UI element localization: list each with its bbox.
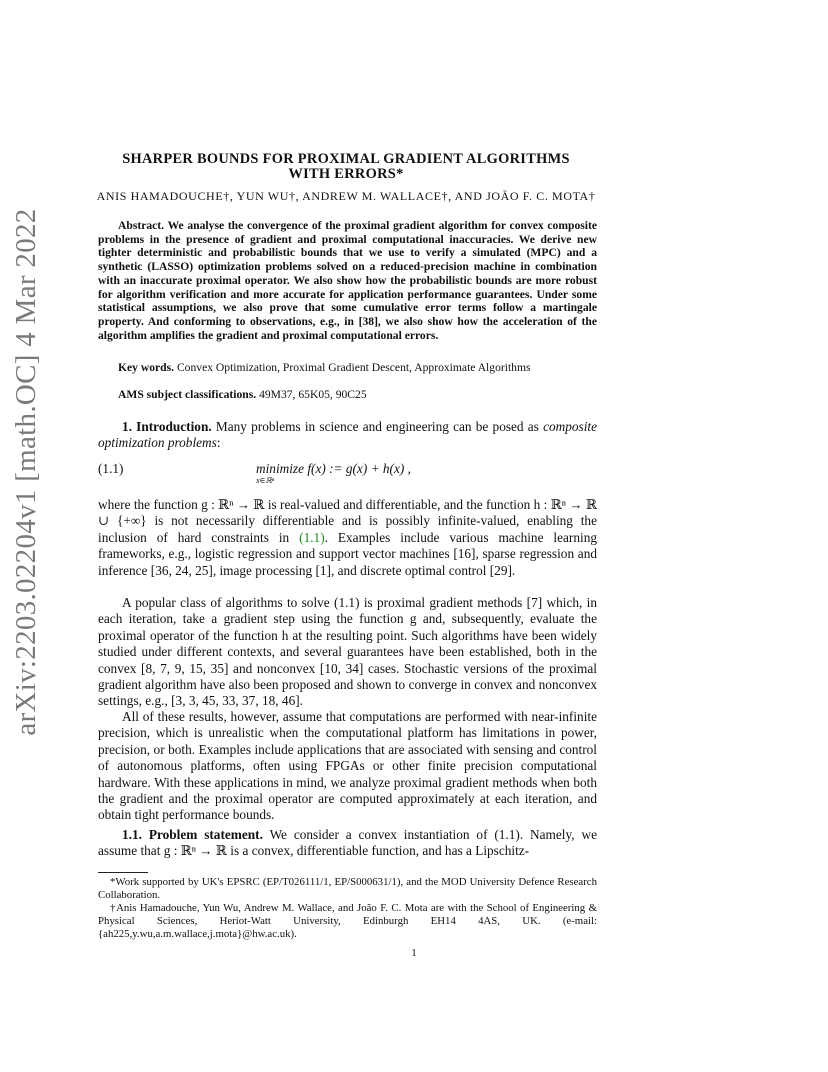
abstract <box>98 219 597 342</box>
paragraph-function-definition <box>98 497 597 579</box>
p2-text-a: where the function g : ℝⁿ → ℝ is real-valued and differentiable, and the function h : ℝⁿ → ℝ ∪ {+∞} is not necessarily differentiable and is possibly infinite-valued, enabling the inclusion of hard constraints in <box>98 497 597 545</box>
intro-italic: composite optimization problems <box>98 419 597 451</box>
keywords-label: Key words. <box>118 361 175 374</box>
intro-text: Many problems in science and engineering can be posed as <box>215 419 539 434</box>
arxiv-identifier: arXiv:2203.02204v1 [math.OC] 4 Mar 2022 <box>10 208 42 736</box>
equation-subscript: x∈ℝⁿ <box>256 476 275 485</box>
author-list: ANIS HAMADOUCHE†, YUN WU†, ANDREW M. WALLACE†, AND JOÃO F. C. MOTA† <box>96 189 596 203</box>
footnote-affiliations: †Anis Hamadouche, Yun Wu, Andrew M. Wallace, and João F. C. Mota are with the School of Engineering & Physical Sciences, Heriot-Watt University, Edinburgh EH14 4AS, UK. (e-mail: {ah225,y.wu,a.m.wallace,j.mota}@hw.ac.uk). <box>98 902 597 940</box>
paragraph-problem-statement <box>98 827 597 860</box>
subsection-heading-problem-statement: 1.1. Problem statement. <box>122 827 263 842</box>
p3-text: A popular class of algorithms to solve (1.1) is proximal gradient methods [7] which, in each iteration, take a gradient step using the function g and, subsequently, evaluate the proximal operator of the function h at the resulting point. Such algorithms have been widely studied under different contexts, and several guarantees have been established, both in the convex [8, 7, 9, 15, 35] and nonconvex [10, 34] cases. Stochastic versions of the proximal gradient algorithm have also been proposed and shown to converge in convex and nonconvex settings, e.g., [3, 3, 45, 33, 37, 18, 46]. <box>98 595 597 709</box>
paper-title-line2: WITH ERRORS* <box>288 166 404 182</box>
page-number: 1 <box>411 947 417 959</box>
ams-label: AMS subject classifications. <box>118 388 257 401</box>
paragraph-proximal-methods <box>98 595 597 710</box>
keywords <box>118 361 531 374</box>
equation-number: (1.1) <box>98 461 124 476</box>
footnote-rule <box>98 872 148 873</box>
equation-ref-link[interactable]: (1.1) <box>299 529 325 545</box>
paper-title-line1: SHARPER BOUNDS FOR PROXIMAL GRADIENT ALGORITHMS <box>122 151 570 167</box>
section-heading-introduction: 1. Introduction. <box>122 419 212 434</box>
abstract-text: We analyse the convergence of the proximal gradient algorithm for convex composite problems in the presence of gradient and proximal computational inaccuracies. We derive new tighter deterministic and probabilistic bounds that we use to verify a simulated (MPC) and a synthetic (LASSO) optimization problems solved on a reduced-precision machine in combination with an inaccurate proximal operator. We also show how the probabilistic bounds are more robust for algorithm verification and more accurate for application performance guarantees. Under some statistical assumptions, we also prove that some cumulative error terms follow a martingale property. And conforming to observations, e.g., in [38], we also show how the acceleration of the algorithm amplifies the gradient and proximal computational errors. <box>98 219 597 342</box>
intro-paragraph: 1. Introduction. Many problems in science and engineering can be posed as composite optimization problems: <box>98 419 597 451</box>
p2-text-b: . Examples include various machine learning frameworks, e.g., logistic regression and support vector machines [16], sparse regression and inference [36, 24, 25], image processing [1], and discrete optimal control [29]. <box>98 529 597 578</box>
paragraph-precision <box>98 709 597 824</box>
p5-text: We consider a convex instantiation of (1.1). Namely, we assume that g : ℝⁿ → ℝ is a convex, differentiable function, and has a Lipschitz- <box>98 827 597 859</box>
p4-text: All of these results, however, assume that computations are performed with near-infinite precision, which is unrealistic when the computational platform has limitations in power, precision, or both. Examples include applications that are associated with sensing and control of autonomous platforms, often using FPGAs or other finite precision computational hardware. With these applications in mind, we analyze proximal gradient methods when both the gradient and the proximal operator are computed approximately at each iteration, and obtain tight performance bounds. <box>98 709 597 823</box>
equation-body: minimize f(x) := g(x) + h(x) , <box>256 461 411 476</box>
ams-text: 49M37, 65K05, 90C25 <box>259 388 367 401</box>
abstract-label: Abstract. <box>118 219 165 232</box>
keywords-text: Convex Optimization, Proximal Gradient Descent, Approximate Algorithms <box>176 361 531 374</box>
footnote-funding: *Work supported by UK's EPSRC (EP/T026111/1, EP/S000631/1), and the MOD University Defence Research Collaboration. <box>98 876 597 901</box>
ams-classifications <box>118 388 367 401</box>
